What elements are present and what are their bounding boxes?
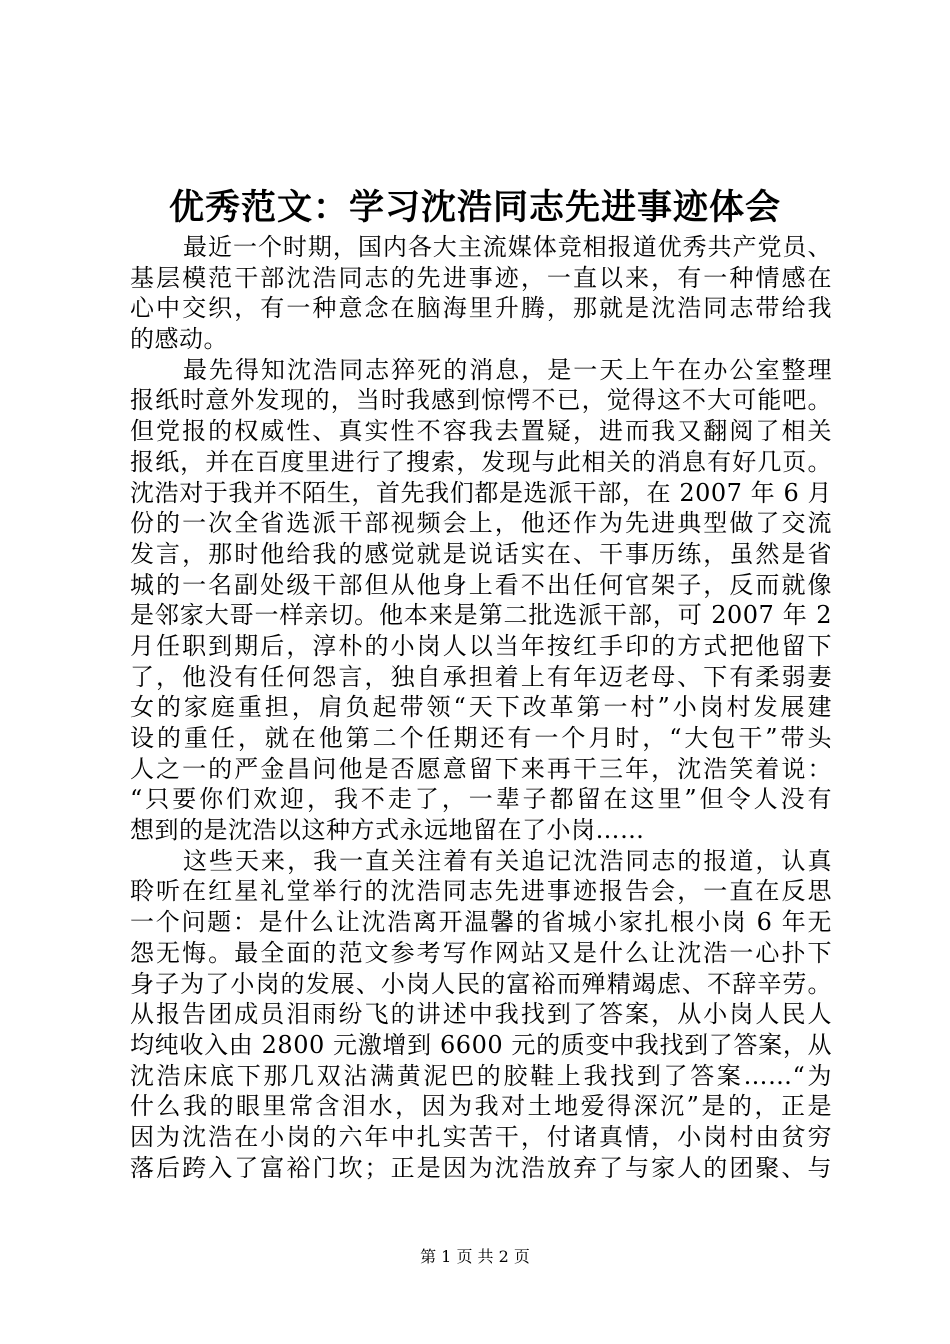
text-line: 了，他没有任何怨言，独自承担着上有年迈老母、下有柔弱妻 [130, 662, 832, 691]
text-line: 设的重任，就在他第二个任期还有一个月时，“大包干”带头 [130, 724, 832, 752]
page-footer: 第 1 页 共 2 页 [420, 1247, 530, 1266]
text-line: 的感动。 [130, 325, 228, 354]
text-line: 是邻家大哥一样亲切。他本来是第二批选派干部，可 2007 年 2 [130, 601, 832, 630]
document-body [130, 232, 832, 1183]
text-line: 想到的是沈浩以这种方式永远地留在了小岗…… [130, 816, 645, 845]
text-line: 身子为了小岗的发展、小岗人民的富裕而殚精竭虑、不辞辛劳。 [130, 969, 832, 998]
text-line: 因为沈浩在小岗的六年中扎实苦干，付诸真情，小岗村由贫穷 [130, 1122, 832, 1151]
text-line: 份的一次全省选派干部视频会上，他还作为先进典型做了交流 [130, 509, 832, 538]
paragraph-3 [130, 846, 832, 1184]
text-line: 一个问题：是什么让沈浩离开温馨的省城小家扎根小岗 6 年无 [130, 908, 832, 937]
text-line: 发言，那时他给我的感觉就是说话实在、干事历练，虽然是省 [130, 539, 832, 568]
paragraph-2 [130, 355, 832, 846]
text-line: 人之一的严金昌问他是否愿意留下来再干三年，沈浩笑着说： [130, 754, 832, 783]
text-line: 什么我的眼里常含泪水，因为我对土地爱得深沉”是的，正是 [130, 1092, 832, 1121]
text-line: 沈浩床底下那几双沾满黄泥巴的胶鞋上我找到了答案……“为 [130, 1061, 832, 1090]
text-line: 聆听在红星礼堂举行的沈浩同志先进事迹报告会，一直在反思 [130, 877, 832, 906]
text-line: 落后跨入了富裕门坎；正是因为沈浩放弃了与家人的团聚、与 [130, 1153, 832, 1182]
text-line: 城的一名副处级干部但从他身上看不出任何官架子，反而就像 [130, 570, 832, 599]
text-line: 这些天来，我一直关注着有关追记沈浩同志的报道，认真 [183, 846, 832, 875]
text-line: 月任职到期后，淳朴的小岗人以当年按红手印的方式把他留下 [130, 631, 832, 660]
text-line: 怨无悔。最全面的范文参考写作网站又是什么让沈浩一心扑下 [130, 938, 832, 967]
document-title: 优秀范文：学习沈浩同志先进事迹体会 [168, 187, 781, 228]
text-line: 沈浩对于我并不陌生，首先我们都是选派干部，在 2007 年 6 月 [130, 478, 832, 507]
text-line: 最近一个时期，国内各大主流媒体竞相报道优秀共产党员、 [183, 233, 832, 261]
paragraph-1 [130, 232, 832, 355]
text-line: 但党报的权威性、真实性不容我去置疑，进而我又翻阅了相关 [130, 417, 832, 446]
text-line: “只要你们欢迎，我不走了，一辈子都留在这里”但令人没有 [130, 785, 832, 814]
text-line: 均纯收入由 2800 元激增到 6600 元的质变中我找到了答案，从 [130, 1030, 832, 1059]
text-line: 最先得知沈浩同志猝死的消息，是一天上午在办公室整理 [183, 355, 832, 384]
text-line: 女的家庭重担，肩负起带领“天下改革第一村”小岗村发展建 [130, 693, 832, 722]
text-line: 报纸时意外发现的，当时我感到惊愕不已，觉得这不大可能吧。 [130, 386, 832, 415]
text-line: 心中交织，有一种意念在脑海里升腾，那就是沈浩同志带给我 [130, 294, 832, 323]
text-line: 报纸，并在百度里进行了搜索，发现与此相关的消息有好几页。 [130, 447, 832, 476]
text-line: 从报告团成员泪雨纷飞的讲述中我找到了答案，从小岗人民人 [130, 1000, 832, 1029]
text-line: 基层模范干部沈浩同志的先进事迹，一直以来，有一种情感在 [130, 263, 832, 292]
